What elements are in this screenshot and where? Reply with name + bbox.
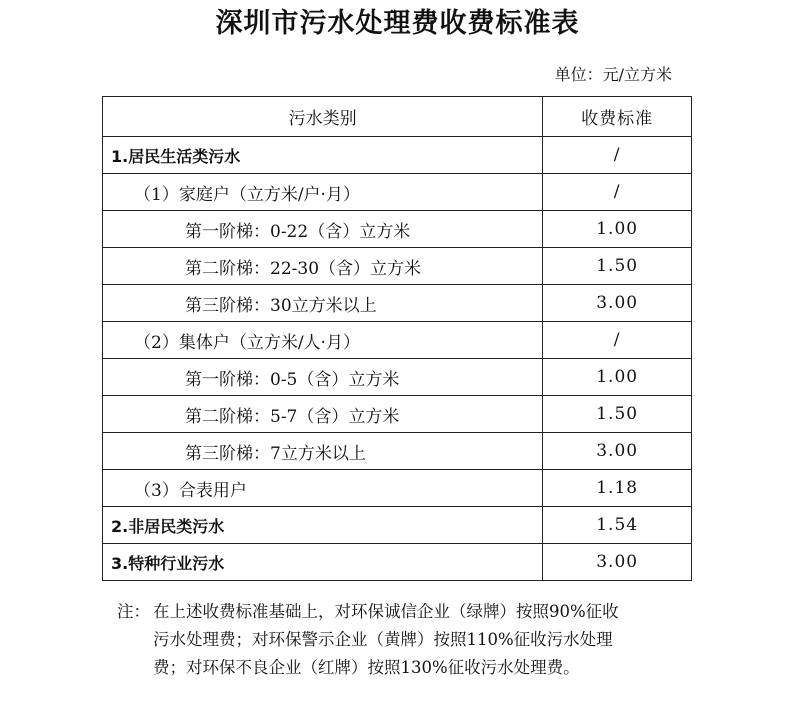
table-row (103, 285, 692, 322)
table-row (103, 433, 692, 470)
row-standard: / (543, 322, 692, 359)
row-category: 第三阶梯：7立方米以上 (103, 433, 543, 470)
table-row (103, 248, 692, 285)
unit-label: 单位：元/立方米 (554, 65, 672, 84)
table-row (103, 507, 692, 544)
row-category: 第三阶梯：30立方米以上 (103, 285, 543, 322)
row-category: 第二阶梯：5-7（含）立方米 (103, 396, 543, 433)
table-header-row (103, 97, 692, 137)
row-standard: 3.00 (543, 433, 692, 470)
row-standard: 1.50 (543, 248, 692, 285)
table-row (103, 211, 692, 248)
table-row (103, 359, 692, 396)
footnote-line: 费；对环保不良企业（红牌）按照130%征收污水处理费。 (153, 658, 580, 677)
table-row (103, 322, 692, 359)
table-row (103, 396, 692, 433)
footnote-line: 污水处理费；对环保警示企业（黄牌）按照110%征收污水处理 (153, 630, 613, 649)
row-standard: 1.00 (543, 359, 692, 396)
footnote-line: 在上述收费标准基础上，对环保诚信企业（绿牌）按照90%征收 (153, 602, 619, 621)
page-title: 深圳市污水处理费收费标准表 (215, 8, 580, 39)
row-category: 2.非居民类污水 (103, 507, 543, 544)
row-standard: 1.50 (543, 396, 692, 433)
row-category: 第一阶梯：0-5（含）立方米 (103, 359, 543, 396)
row-standard: 3.00 (543, 544, 692, 581)
table-row (103, 174, 692, 211)
fee-table (102, 96, 692, 581)
row-category: （2）集体户（立方米/人·月） (103, 322, 543, 359)
row-category: （1）家庭户（立方米/户·月） (103, 174, 543, 211)
row-standard: / (543, 137, 692, 174)
header-standard: 收费标准 (543, 97, 692, 137)
header-category: 污水类别 (103, 97, 543, 137)
row-category: 第一阶梯：0-22（含）立方米 (103, 211, 543, 248)
row-category: 3.特种行业污水 (103, 544, 543, 581)
row-category: 1.居民生活类污水 (103, 137, 543, 174)
row-standard: 1.00 (543, 211, 692, 248)
row-standard: 1.54 (543, 507, 692, 544)
table-row (103, 137, 692, 174)
row-category: （3）合表用户 (103, 470, 543, 507)
table-row (103, 544, 692, 581)
row-standard: 3.00 (543, 285, 692, 322)
table-row (103, 470, 692, 507)
row-standard: / (543, 174, 692, 211)
row-standard: 1.18 (543, 470, 692, 507)
row-category: 第二阶梯：22-30（含）立方米 (103, 248, 543, 285)
footnote-label: 注： (117, 602, 150, 621)
footnote (117, 598, 687, 682)
